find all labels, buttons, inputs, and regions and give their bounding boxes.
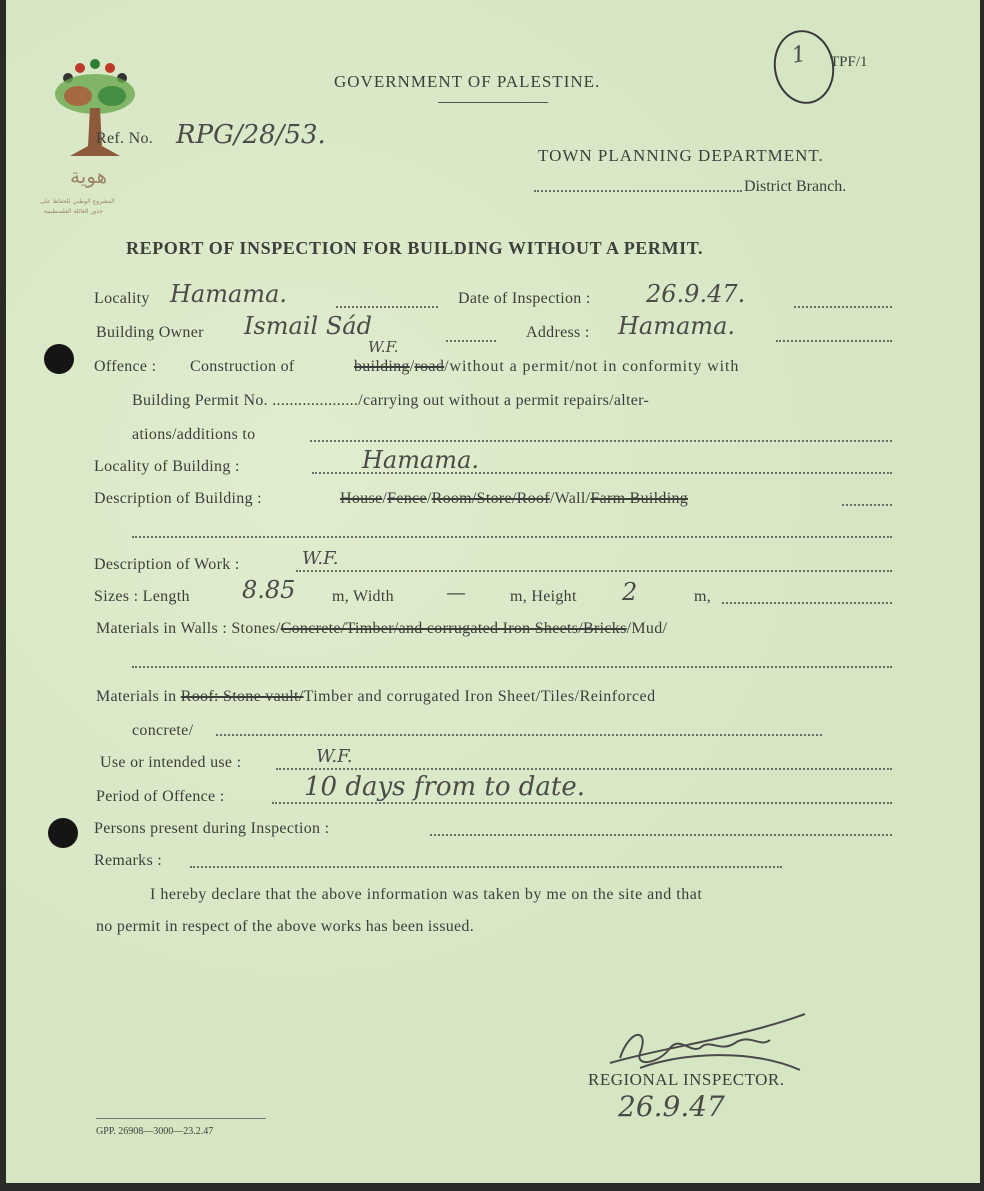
desc-struck-house: House (340, 490, 383, 507)
period-dots (272, 802, 892, 804)
offence-label: Offence : (94, 358, 157, 375)
offence-text-1: Construction of (190, 358, 295, 375)
work-label: Description of Work : (94, 556, 240, 573)
offence-line-2: Building Permit No. ..................../carrying out without a permit repairs/alter- (132, 392, 650, 409)
desc-struck-room: Room/Store/Roof (431, 490, 550, 507)
desc-struck-fence: Fence (387, 490, 427, 507)
date-dots (794, 306, 892, 308)
work-value: W.F. (302, 548, 339, 569)
desc-sep-2: / (426, 490, 432, 507)
walls-dots (132, 666, 892, 668)
description-label: Description of Building : (94, 490, 262, 507)
government-header: GOVERNMENT OF PALESTINE. (334, 72, 601, 91)
footer-code: GPP. 26908—3000—23.2.47 (96, 1126, 214, 1137)
address-value: Hamama. (618, 312, 735, 340)
form-title: REPORT OF INSPECTION FOR BUILDING WITHOUT A PERMIT. (126, 238, 704, 258)
logo-arabic-subtitle-2: جذور العائلة الفلسطينية (44, 208, 103, 215)
roof-line-2: concrete/ (132, 722, 194, 739)
persons-label: Persons present during Inspection : (94, 820, 330, 837)
width-label: m, Width (332, 588, 394, 605)
persons-dots (430, 834, 892, 836)
roof-label: Materials in (96, 688, 177, 705)
remarks-dots (190, 866, 782, 868)
tree-logo-icon (40, 56, 150, 166)
branch-label: District Branch. (744, 178, 847, 195)
offence-dots (310, 440, 892, 442)
date-value: 26.9.47. (646, 280, 746, 308)
walls-struck: Concrete/Timber/and corrugated Iron Sheets/Bricks (280, 620, 627, 637)
offence-options (354, 358, 739, 376)
use-value: W.F. (316, 746, 353, 767)
declaration-line-1: I hereby declare that the above information was taken by me on the site and that (150, 886, 703, 903)
walls-label: Materials in Walls : Stones/ (96, 620, 281, 637)
ref-label: Ref. No. (96, 130, 154, 147)
document-page (6, 0, 980, 1183)
height-label: m, Height (510, 588, 577, 605)
declaration-line-2: no permit in respect of the above works has been issued. (96, 918, 475, 935)
logo-arabic-title: هوية (70, 164, 108, 188)
locality-value: Hamama. (170, 280, 287, 308)
header-rule (438, 102, 548, 103)
signature-title: REGIONAL INSPECTOR. (588, 1070, 785, 1089)
offence-line-3: ations/additions to (132, 426, 256, 443)
sizes-end: m, (694, 588, 712, 605)
sizes-dots (722, 602, 892, 604)
roof-rest: Timber and corrugated Iron Sheet/Tiles/Reinforced (303, 688, 656, 705)
owner-value: Ismail Sád (244, 312, 372, 340)
form-code: TPF/1 (830, 54, 868, 70)
logo-arabic-subtitle-1: المشروع الوطني للحفاظ على (40, 198, 115, 205)
height-value: 2 (622, 578, 638, 606)
remarks-label: Remarks : (94, 852, 163, 869)
offence-insert: W.F. (368, 338, 399, 356)
locality-dots (336, 306, 438, 308)
address-dots (776, 340, 892, 342)
desc-struck-farm: Farm Building (590, 490, 689, 507)
width-value: — (446, 580, 466, 604)
owner-label: Building Owner (96, 324, 204, 341)
roof-options (96, 688, 656, 706)
circled-mark: 1 (768, 25, 840, 108)
punch-hole-top (44, 344, 74, 374)
period-value: 10 days from to date. (304, 772, 586, 802)
use-label: Use or intended use : (100, 754, 242, 771)
punch-hole-bottom (48, 818, 78, 848)
desc-wall: /Wall/ (549, 490, 591, 507)
offence-sep: / (409, 358, 415, 375)
signature-date: 26.9.47 (618, 1090, 725, 1123)
ref-number: RPG/28/53. (176, 120, 326, 150)
description-dots-1 (842, 504, 892, 506)
sizes-label: Sizes : Length (94, 588, 190, 605)
roof-struck: Roof: Stone vault/ (180, 688, 304, 705)
footer-rule (96, 1118, 266, 1119)
period-label: Period of Offence : (96, 788, 225, 805)
offence-struck-road: road (414, 358, 445, 375)
offence-text-2: /without a permit/not in conformity with (444, 358, 740, 375)
roof-dots (216, 734, 822, 736)
address-label: Address : (526, 324, 590, 341)
owner-dots (446, 340, 496, 342)
walls-end: /Mud/ (626, 620, 668, 637)
branch-dotted-line (534, 190, 742, 192)
desc-sep-1: / (382, 490, 388, 507)
locality-label: Locality (94, 290, 150, 307)
use-dots (276, 768, 892, 770)
offence-struck-building: building (354, 358, 410, 375)
locality-building-label: Locality of Building : (94, 458, 240, 475)
description-dots-2 (132, 536, 892, 538)
work-dots (296, 570, 892, 572)
date-label: Date of Inspection : (458, 290, 591, 307)
walls-options (96, 620, 667, 638)
department-name: TOWN PLANNING DEPARTMENT. (538, 146, 824, 165)
length-value: 8.85 (242, 576, 296, 604)
description-options (340, 490, 688, 508)
locality-building-value: Hamama. (362, 446, 479, 474)
